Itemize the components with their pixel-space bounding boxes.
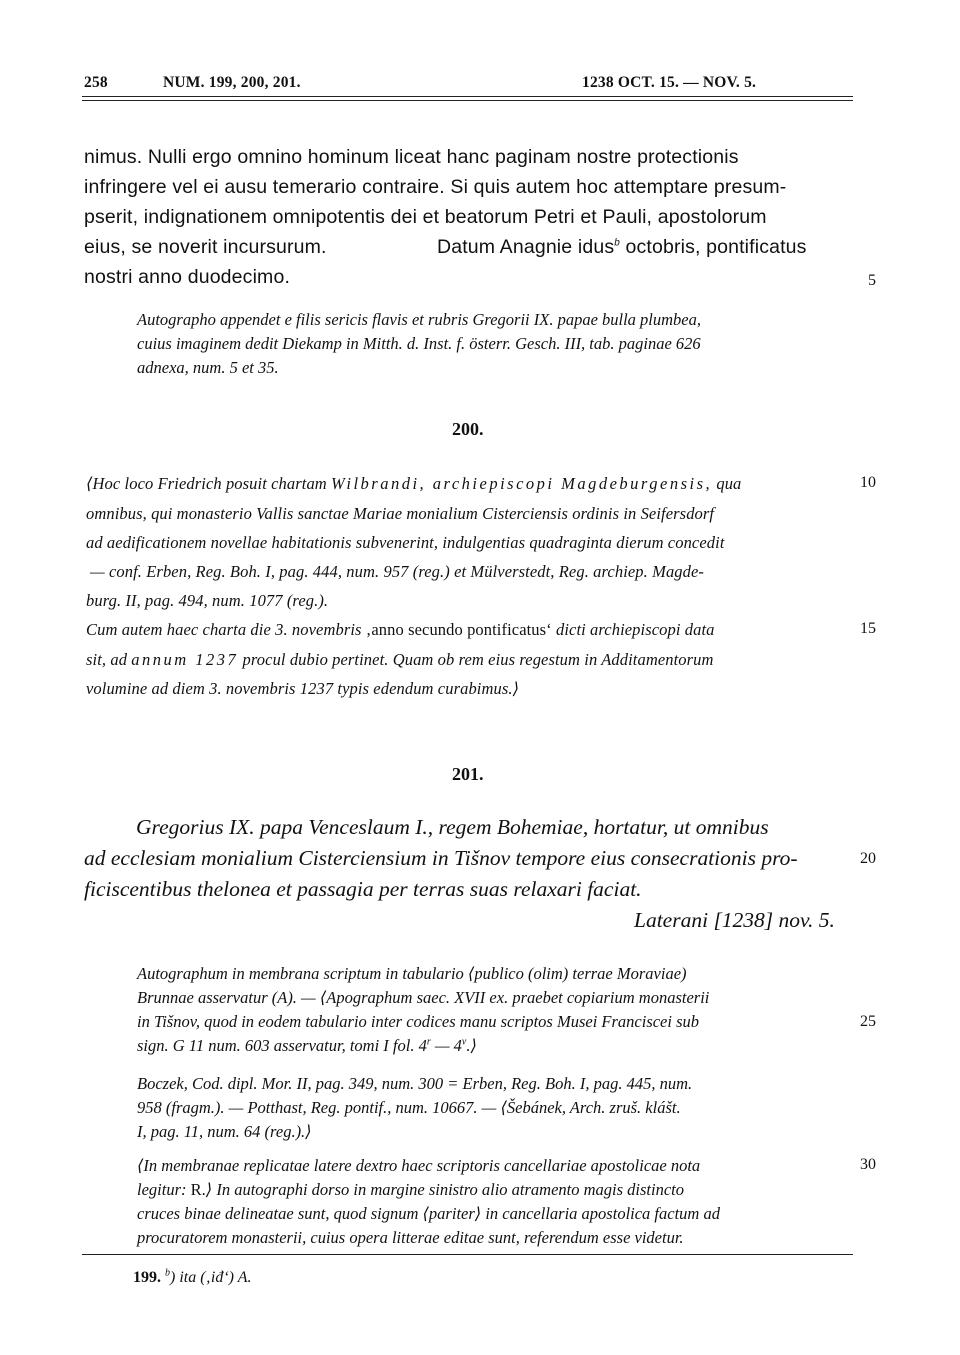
doc200-line-8: volumine ad diem 3. novembris 1237 typis edendum curabimus.⟩ (86, 679, 520, 698)
footnote-marker: b (614, 237, 620, 249)
document-numbers: NUM. 199, 200, 201. (163, 74, 301, 91)
doc200-line-2: omnibus, qui monasterio Vallis sanctae Mariae monialium Cisterciensis ordinis in Seifersdorf (86, 504, 715, 523)
header-rule-double (82, 100, 853, 101)
footnote: 199. $^b$) ita (‚iđ‘) A. (133, 1267, 252, 1286)
doc199-line-4a: eius, se noverit incursurum. (84, 236, 327, 258)
doc200-line-5: burg. II, pag. 494, num. 1077 (reg.). (86, 591, 329, 610)
doc200-line-1: ⟨Hoc loco Friedrich posuit chartam Wilbrandi, archiepiscopi Magdeburgensis, qua (86, 474, 742, 493)
header-rule (82, 96, 853, 97)
line-number-10: 10 (860, 474, 876, 491)
doc201-editions-line-1: Boczek, Cod. dipl. Mor. II, pag. 349, num. 300 = Erben, Reg. Boh. I, pag. 445, num. (137, 1074, 693, 1093)
line-number-20: 20 (860, 850, 876, 867)
doc200-line-4: — conf. Erben, Reg. Boh. I, pag. 444, num. 957 (reg.) et Mülverstedt, Reg. archiep. Magde- (90, 562, 705, 581)
line-number-15: 15 (860, 620, 876, 637)
doc201-place-date: Laterani [1238] nov. 5. (634, 908, 835, 932)
doc200-line-3: ad aedificationem novellae habitationis subvenerint, indulgentias quadraginta dierum concedit (86, 533, 725, 552)
line-number-25: 25 (860, 1013, 876, 1030)
doc199-line-1: nimus. Nulli ergo omnino hominum liceat hanc paginam nostre protectionis (84, 146, 739, 168)
doc201-source-line-3: in Tišnov, quod in eodem tabulario inter codices manu scriptos Musei Franciscei sub (137, 1012, 700, 1031)
doc199-line-3: pserit, indignationem omnipotentis dei et beatorum Petri et Pauli, apostolorum (84, 206, 767, 228)
doc201-remarks-line-3: cruces binae delineatae sunt, quod signum ⟨pariter⟩ in cancellaria apostolica factum ad (137, 1204, 720, 1223)
doc201-source-line-2: Brunnae asservatur (A). — ⟨Apographum saec. XVII ex. praebet copiarium monasterii (137, 988, 710, 1007)
doc199-note-line-2: cuius imaginem dedit Diekamp in Mitth. d. Inst. f. österr. Gesch. III, tab. paginae 626 (137, 334, 701, 353)
doc201-editions-line-2: 958 (fragm.). — Potthast, Reg. pontif., num. 10667. — ⟨Šebánek, Arch. zruš. klášt. (137, 1098, 681, 1117)
doc201-editions-line-3: I, pag. 11, num. 64 (reg.).⟩ (137, 1122, 312, 1141)
doc200-line-7: sit, ad annum 1237 procul dubio pertinet. Quam ob rem eius regestum in Additamentorum (86, 650, 714, 669)
page-number: 258 (84, 74, 108, 91)
doc201-regest-line-2: ad ecclesiam monialium Cisterciensium in Tišnov tempore eius consecrationis pro- (84, 846, 798, 870)
doc201-regest-line-1: Gregorius IX. papa Venceslaum I., regem Bohemiae, hortatur, ut omnibus (136, 815, 769, 839)
footnote-rule (82, 1254, 853, 1255)
date-range: 1238 OCT. 15. — NOV. 5. (582, 74, 757, 91)
doc199-line-5: nostri anno duodecimo. (84, 266, 291, 288)
doc201-remarks-line-1: ⟨In membranae replicatae latere dextro haec scriptoris cancellariae apostolicae nota (137, 1156, 701, 1175)
doc201-number: 201. (452, 764, 484, 784)
doc199-note-line-1: Autographo appendet e filis sericis flavis et rubris Gregorii IX. papae bulla plumbea, (137, 310, 702, 329)
doc201-regest-line-3: ficiscentibus thelonea et passagia per terras suas relaxari faciat. (84, 877, 642, 901)
doc201-source-line-4: sign. G 11 num. 603 asservatur, tomi I fol. 4$^r$ — 4$^v$.⟩ (137, 1036, 477, 1055)
doc200-number: 200. (452, 419, 484, 439)
doc201-remarks-line-2: legitur: R.⟩ In autographi dorso in margine sinistro alio atramento magis distincto (137, 1180, 684, 1199)
doc200-line-6: Cum autem haec charta die 3. novembris ‚anno secundo pontificatus‘ dicti archiepiscopi data (86, 620, 715, 639)
line-number-5: 5 (868, 272, 876, 289)
doc199-note-line-3: adnexa, num. 5 et 35. (137, 358, 279, 377)
doc199-datum-line: Datum Anagnie idus$^b$ octobris, pontificatus (437, 236, 807, 258)
footnote-doc-number: 199. (133, 1269, 161, 1286)
doc201-source-line-1: Autographum in membrana scriptum in tabulario ⟨publico (olim) terrae Moraviae) (137, 964, 687, 983)
line-number-30: 30 (860, 1156, 876, 1173)
doc199-line-2: infringere vel ei ausu temerario contraire. Si quis autem hoc attemptare presum- (84, 176, 787, 198)
doc201-remarks-line-4: procuratorem monasterii, cuius opera litterae editae sunt, referendum esse videtur. (137, 1228, 684, 1247)
